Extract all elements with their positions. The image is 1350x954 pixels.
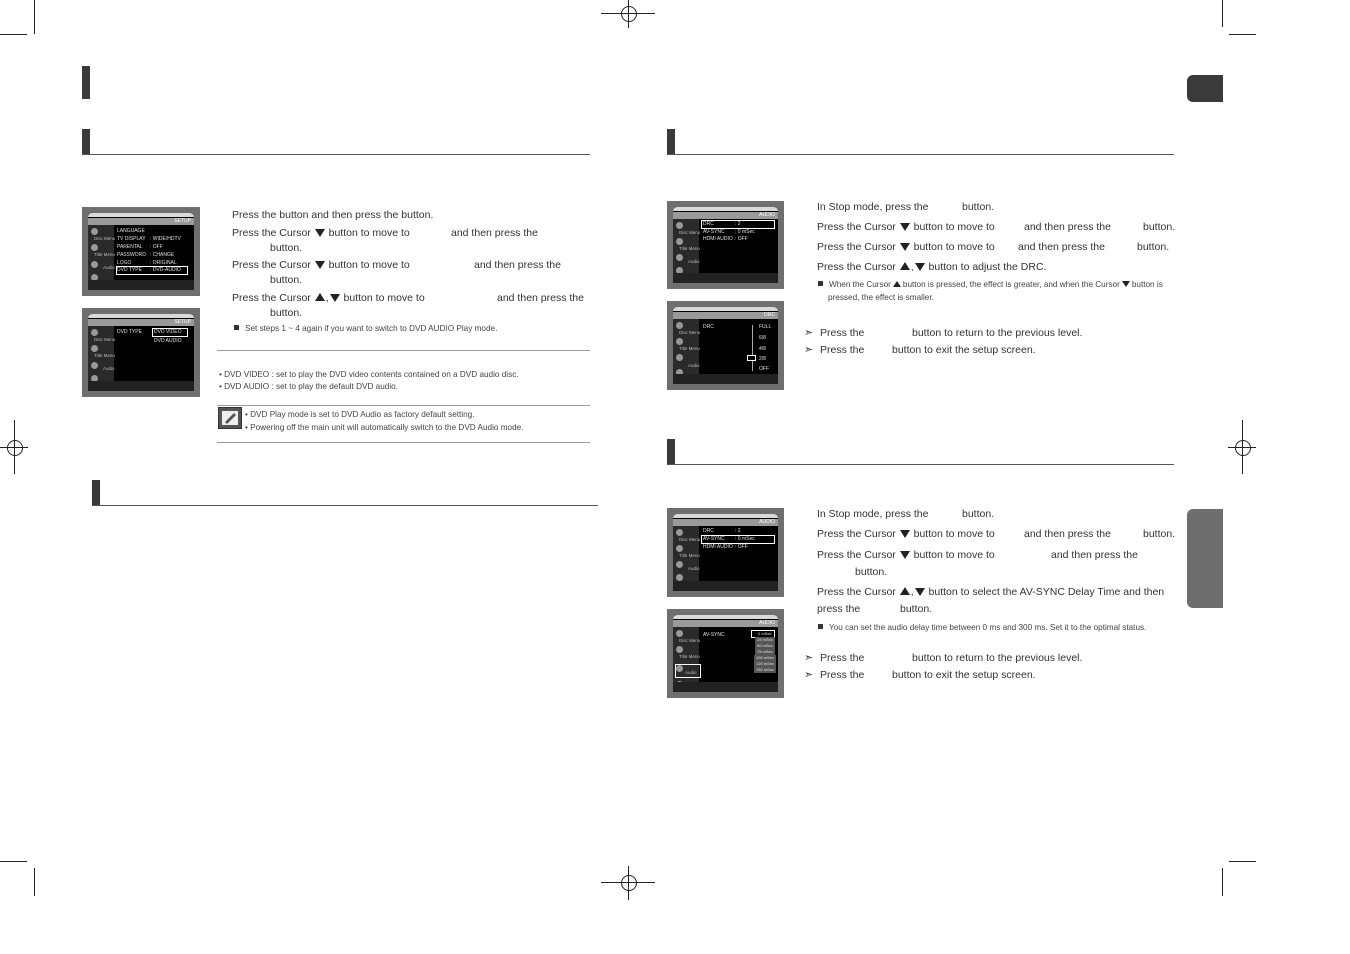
avsync-option: 0 mSec (758, 631, 772, 636)
osd-screen-dvd-type (82, 308, 200, 397)
registration-mark (628, 866, 629, 900)
menu-row: PARENTAL (117, 244, 143, 250)
registration-mark (1242, 420, 1243, 474)
avsync-option: 150 mSec (756, 667, 775, 672)
section-heading-av-sync (667, 439, 675, 465)
menu-row: LANGUAGE (117, 228, 145, 234)
osd-screen-drc-levels (667, 301, 784, 390)
section-heading-dvd-type (82, 129, 90, 155)
menu-value: : OFF (735, 544, 748, 550)
step-note: Set steps 1 ~ 4 again if you want to switch to DVD AUDIO Play mode. (234, 323, 497, 334)
osd-screen-setup (82, 207, 200, 296)
menu-row: DRC (703, 324, 714, 330)
menu-value: : 0 mSec (735, 536, 755, 542)
screen-sidebar: Disc Menu Title Menu Audio (88, 225, 114, 280)
cursor-down-icon (1122, 281, 1130, 287)
menu-value: : 2 (735, 221, 741, 227)
cursor-down-icon (900, 530, 910, 538)
drc-level: 2/8 (759, 356, 766, 362)
registration-mark (621, 6, 637, 22)
avsync-step-1: In Stop mode, press the (817, 508, 929, 520)
avsync-step-3: Press the Cursor button to move to (817, 549, 995, 561)
crop-mark (1222, 0, 1223, 27)
page-title-bar (82, 66, 90, 99)
osd-screen-avsync-options (667, 609, 784, 698)
section-heading-drc (667, 129, 675, 155)
drc-level: 6/8 (759, 335, 766, 341)
registration-mark (14, 420, 15, 474)
description-dvd-audio: • DVD AUDIO : set to play the default DVD audio. (219, 382, 398, 391)
crop-mark (1222, 868, 1223, 896)
registration-mark (7, 440, 23, 456)
drc-note-cont: pressed, the effect is smaller. (828, 293, 934, 302)
cursor-down-icon (915, 588, 925, 596)
registration-mark (621, 875, 637, 891)
menu-row: DVD TYPE (117, 267, 142, 273)
section-rule (92, 505, 598, 506)
menu-row: LOGO (117, 260, 132, 266)
crop-mark (34, 0, 35, 34)
menu-row: AV-SYNC (703, 536, 725, 542)
menu-row: TV DISPLAY (117, 236, 146, 242)
menu-value: : 0 mSec (735, 229, 755, 235)
tip-arrow-icon: ➣ (804, 327, 814, 339)
screen-sidebar: Disc Menu Title Menu Audio (88, 326, 114, 381)
menu-row: AV-SYNC (703, 632, 725, 638)
drc-level: FULL (759, 324, 772, 330)
screen-footer (88, 280, 194, 290)
menu-value: : CHANGE (150, 252, 175, 258)
note-pencil-icon (218, 407, 242, 429)
avsync-option: 75 mSec (757, 649, 773, 654)
screen-footer (88, 381, 194, 391)
drc-note: When the Cursor button is pressed, the effect is greater, and when the Cursor button is (818, 279, 1163, 290)
crop-mark (0, 861, 27, 862)
screen-sidebar: Disc Menu Title Menu Audio (673, 526, 699, 581)
drc-tip-2: ➣ Press the (804, 344, 865, 356)
menu-value: : DVD-AUDIO (150, 267, 181, 273)
crop-mark (0, 34, 27, 35)
screen-sidebar: Disc Menu Title Menu Audio (673, 627, 699, 682)
avsync-step-4: Press the Cursor , button to select the AV-SYNC Delay Time and then (817, 586, 1165, 598)
bullet-icon (818, 624, 823, 629)
menu-value: : OFF (150, 244, 163, 250)
crop-mark (1229, 34, 1256, 35)
screen-header: SETUP (174, 218, 191, 224)
menu-row: DVD TYPE (117, 329, 142, 335)
bullet-icon (234, 325, 239, 330)
drc-tip-1: ➣ Press the (804, 327, 865, 339)
crop-mark (34, 868, 35, 896)
step-1: Press the button and then press the button. (232, 209, 434, 221)
avsync-tip-1: ➣ Press the (804, 652, 865, 664)
section-tab (1187, 509, 1223, 608)
drc-step-4: Press the Cursor , button to adjust the DRC. (817, 261, 1047, 273)
cursor-down-icon (900, 243, 910, 251)
step-4: Press the Cursor , button to move to (232, 292, 425, 304)
drc-level: 4/8 (759, 346, 766, 352)
menu-row: DRC (703, 528, 714, 534)
screen-footer (673, 682, 778, 692)
cursor-down-icon (915, 263, 925, 271)
screen-footer (673, 273, 778, 283)
divider (217, 350, 590, 351)
cursor-down-icon (900, 223, 910, 231)
cursor-up-icon (315, 293, 325, 301)
screen-header: AUDIO (759, 519, 775, 525)
drc-slider-track (752, 325, 753, 371)
menu-row: AV-SYNC (703, 229, 725, 235)
divider (217, 405, 590, 406)
note-line: • DVD Play mode is set to DVD Audio as factory default setting. (245, 410, 475, 419)
section-rule (82, 154, 590, 155)
drc-step-1: In Stop mode, press the (817, 201, 929, 213)
menu-value: : WIDE/HDTV (150, 236, 181, 242)
note-line: • Powering off the main unit will automatically switch to the DVD Audio mode. (245, 423, 524, 432)
menu-value: : OFF (735, 236, 748, 242)
cursor-down-icon (315, 229, 325, 237)
menu-value: : ORIGINAL (150, 260, 177, 266)
chapter-tab (1187, 75, 1223, 102)
step-3: Press the Cursor button to move to (232, 259, 410, 271)
section-heading-empty (92, 480, 100, 506)
screen-sidebar: Disc Menu Title Menu Audio (673, 219, 699, 273)
drc-step-2: Press the Cursor button to move to (817, 221, 995, 233)
avsync-step-2: Press the Cursor button to move to (817, 528, 995, 540)
screen-header: AUDIO (759, 620, 775, 626)
description-dvd-video: • DVD VIDEO : set to play the DVD video contents contained on a DVD audio disc. (219, 370, 519, 379)
menu-option: DVD VIDEO (154, 329, 182, 335)
menu-row: HDMI AUDIO (703, 236, 733, 242)
menu-row: PASSWORD (117, 252, 146, 258)
screen-header: SETUP (174, 319, 191, 325)
osd-screen-audio-drc (667, 201, 784, 289)
cursor-down-icon (900, 551, 910, 559)
step-2: Press the Cursor button to move to (232, 227, 410, 239)
menu-value: : 2 (735, 528, 741, 534)
menu-option: DVD AUDIO (154, 338, 182, 344)
cursor-down-icon (315, 261, 325, 269)
menu-row: HDMI AUDIO (703, 544, 733, 550)
tip-arrow-icon: ➣ (804, 652, 814, 664)
cursor-up-icon (893, 281, 901, 287)
drc-level: OFF (759, 366, 769, 372)
menu-row: DRC (703, 221, 714, 227)
section-rule (667, 154, 1174, 155)
cursor-up-icon (900, 587, 910, 595)
section-rule (667, 464, 1174, 465)
bullet-icon (818, 281, 823, 286)
avsync-tip-2: ➣ Press the (804, 669, 865, 681)
cursor-down-icon (330, 294, 340, 302)
screen-header: AUDIO (759, 212, 775, 218)
avsync-option: 50 mSec (757, 643, 773, 648)
screen-header: DRC (764, 312, 775, 318)
osd-screen-audio-avsync (667, 508, 784, 597)
registration-mark (628, 0, 629, 28)
avsync-note: You can set the audio delay time between 0 ms and 300 ms. Set it to the optimal status. (818, 622, 1146, 633)
avsync-option: 100 mSec (756, 655, 775, 660)
screen-footer (673, 374, 778, 384)
drc-step-3: Press the Cursor button to move to (817, 241, 995, 253)
crop-mark (1229, 861, 1256, 862)
tip-arrow-icon: ➣ (804, 344, 814, 356)
avsync-option: 125 mSec (756, 661, 775, 666)
registration-mark (1235, 440, 1251, 456)
drc-slider-thumb (747, 355, 756, 361)
screen-sidebar: Disc Menu Title Menu Audio (673, 319, 699, 374)
screen-footer (673, 581, 778, 591)
avsync-option: 25 mSec (757, 637, 773, 642)
cursor-up-icon (900, 262, 910, 270)
divider (217, 442, 590, 443)
tip-arrow-icon: ➣ (804, 669, 814, 681)
